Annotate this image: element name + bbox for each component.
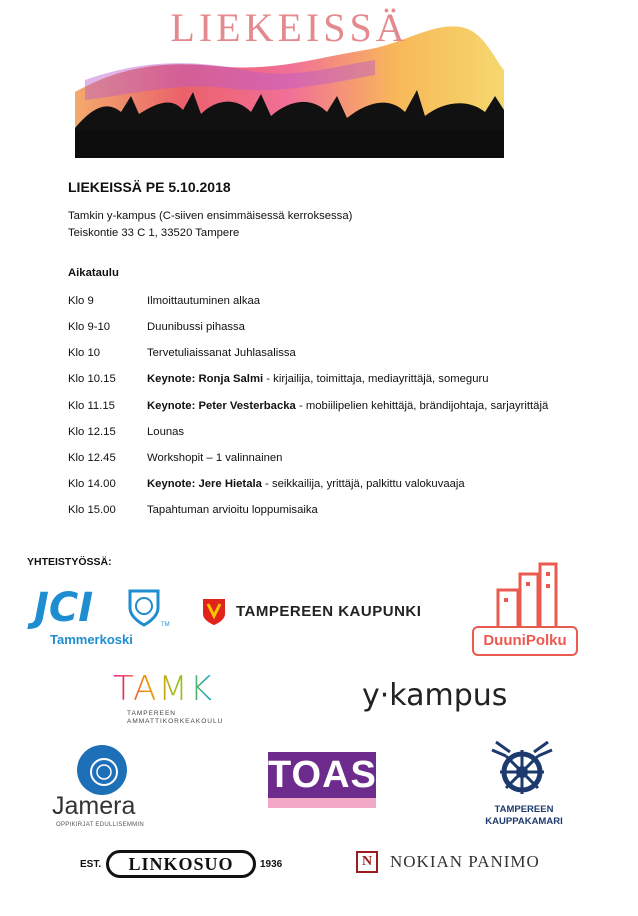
jamera-logo bbox=[52, 744, 156, 830]
jci-wordmark: JCI bbox=[34, 585, 94, 631]
nokian-emblem-icon: N bbox=[356, 851, 378, 873]
schedule-text: - seikkailija, yrittäjä, palkittu valokuvaaja bbox=[261, 478, 465, 490]
schedule-text: Lounas bbox=[147, 426, 185, 438]
jamera-globe-icon bbox=[74, 744, 130, 796]
linkosuo-year: 1936 bbox=[260, 859, 283, 870]
schedule-keynote: Keynote: Jere Hietala bbox=[147, 478, 262, 490]
jamera-wordmark: Jamera bbox=[52, 792, 136, 820]
event-address: Teiskontie 33 C 1, 33520 Tampere bbox=[68, 227, 240, 239]
banner-title: LIEKEISSÄ bbox=[170, 5, 409, 50]
duunipolku-wordmark: DuuniPolku bbox=[472, 626, 578, 656]
linkosuo-wordmark: LINKOSUO bbox=[106, 850, 256, 878]
schedule-time: Klo 11.15 bbox=[68, 400, 115, 412]
schedule-text: Workshopit – 1 valinnainen bbox=[147, 452, 283, 464]
tamk-subtitle-line2: AMMATTIKORKEAKOULU bbox=[127, 718, 224, 725]
event-venue: Tamkin y-kampus (C-siiven ensimmäisessä kerroksessa) bbox=[68, 210, 353, 222]
toas-stripe bbox=[268, 798, 376, 808]
tampereen-kauppakamari-logo bbox=[472, 736, 576, 832]
nokian-panimo-logo bbox=[356, 850, 552, 878]
kauppakamari-line1: TAMPEREEN bbox=[494, 804, 554, 815]
schedule-text: - mobiilipelien kehittäjä, brändijohtaja, sarjayrittäjä bbox=[295, 400, 549, 412]
schedule-time: Klo 9 bbox=[68, 295, 94, 307]
schedule-text: Duunibussi pihassa bbox=[147, 321, 245, 333]
nokian-wordmark: NOKIAN PANIMO bbox=[390, 852, 540, 871]
schedule-time: Klo 12.15 bbox=[68, 426, 116, 438]
schedule-time: Klo 9-10 bbox=[68, 321, 111, 333]
schedule-text: Ilmoittautuminen alkaa bbox=[147, 295, 261, 307]
tampere-wordmark: TAMPEREEN KAUPUNKI bbox=[236, 603, 422, 620]
toas-wordmark: TOAS bbox=[268, 754, 377, 796]
jamera-subtitle: OPPIKIRJAT EDULLISEMMIN bbox=[56, 822, 145, 828]
event-title: LIEKEISSÄ PE 5.10.2018 bbox=[68, 179, 231, 195]
tamk-logo bbox=[113, 669, 233, 728]
kauppakamari-line2: KAUPPAKAMARI bbox=[485, 816, 563, 827]
ykampus-logo: y·kampus bbox=[362, 678, 508, 713]
schedule-text: Tapahtuman arvioitu loppumisaika bbox=[147, 504, 318, 516]
schedule-time: Klo 15.00 bbox=[68, 504, 116, 516]
jci-shield-icon bbox=[126, 588, 162, 628]
toas-logo bbox=[268, 752, 376, 808]
schedule-text: Tervetuliaissanat Juhlasalissa bbox=[147, 347, 296, 359]
schedule-time: Klo 12.45 bbox=[68, 452, 116, 464]
buildings-icon bbox=[494, 562, 560, 628]
schedule-heading: Aikataulu bbox=[68, 267, 119, 279]
schedule-time: Klo 10 bbox=[68, 347, 101, 359]
linkosuo-logo bbox=[80, 850, 296, 880]
schedule-time: Klo 10.15 bbox=[68, 373, 116, 385]
linkosuo-est: EST. bbox=[80, 859, 102, 870]
jci-tammerkoski-logo bbox=[34, 585, 174, 650]
ship-wheel-icon bbox=[490, 736, 554, 798]
tamk-subtitle-line1: TAMPEREEN bbox=[127, 710, 176, 717]
schedule-time: Klo 14.00 bbox=[68, 478, 116, 490]
tamk-wordmark: TAMK bbox=[113, 669, 215, 709]
schedule-text: - kirjailija, toimittaja, mediayrittäjä, someguru bbox=[263, 373, 489, 385]
tampere-coat-of-arms-icon bbox=[202, 598, 226, 626]
schedule-keynote: Keynote: Ronja Salmi bbox=[147, 373, 264, 385]
schedule-keynote: Keynote: Peter Vesterbacka bbox=[147, 400, 296, 412]
jci-tm-mark: TM bbox=[161, 622, 170, 628]
event-banner bbox=[75, 0, 504, 158]
jci-subtitle: Tammerkoski bbox=[50, 632, 133, 647]
tampereen-kaupunki-logo bbox=[202, 598, 434, 628]
partners-heading: YHTEISTYÖSSÄ: bbox=[27, 556, 112, 568]
duunipolku-logo bbox=[472, 562, 580, 658]
